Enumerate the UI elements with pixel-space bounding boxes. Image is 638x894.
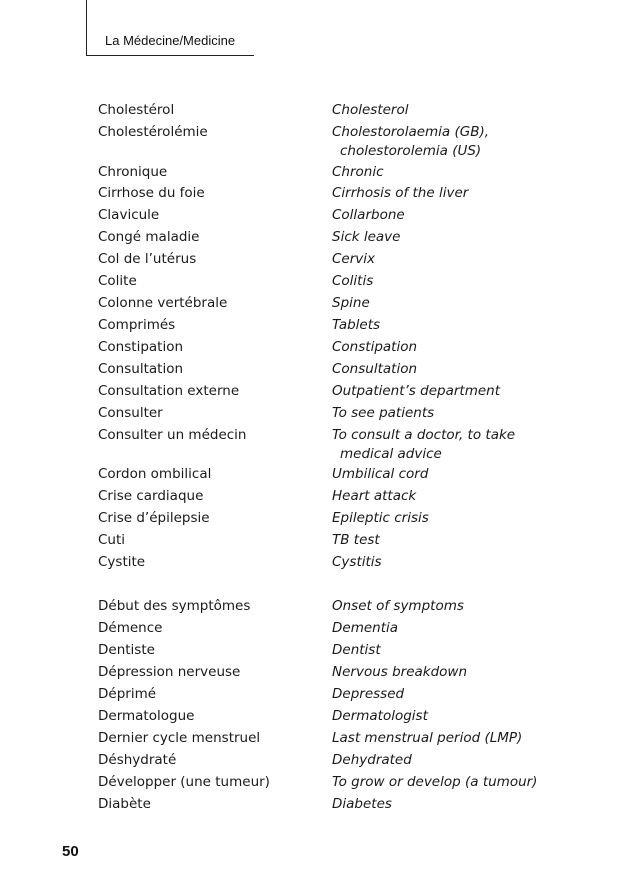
english-translation bbox=[332, 163, 384, 182]
french-term: Crise d’épilepsie bbox=[98, 510, 210, 526]
english-translation bbox=[332, 487, 416, 506]
english-translation-line: Cervix bbox=[332, 251, 376, 267]
english-translation-line: Outpatient’s department bbox=[332, 383, 500, 399]
english-translation-line: Onset of symptoms bbox=[332, 598, 464, 614]
english-translation-line: Dermatologist bbox=[332, 708, 428, 724]
french-term: Dentiste bbox=[98, 642, 155, 658]
header-vertical-rule bbox=[86, 0, 87, 56]
english-translation bbox=[332, 729, 522, 748]
english-translation-continuation: cholestorolemia (US) bbox=[340, 143, 482, 159]
french-term: Consulter un médecin bbox=[98, 427, 247, 443]
french-term: Début des symptômes bbox=[98, 598, 251, 614]
french-term: Consulter bbox=[98, 405, 163, 421]
english-translation-line: Cholestorolaemia (GB), bbox=[332, 124, 490, 140]
french-term: Développer (une tumeur) bbox=[98, 774, 270, 790]
english-translation bbox=[332, 531, 380, 550]
english-translation-line: To grow or develop (a tumour) bbox=[332, 774, 538, 790]
running-head: La Médecine/Medicine bbox=[105, 33, 236, 48]
french-term: Cystite bbox=[98, 554, 146, 570]
english-translation-line: Constipation bbox=[332, 339, 418, 355]
page-number: 50 bbox=[62, 843, 79, 860]
english-translation bbox=[332, 382, 500, 401]
english-translation bbox=[332, 426, 515, 464]
english-translation-line: Dehydrated bbox=[332, 752, 412, 768]
english-translation bbox=[332, 338, 417, 357]
english-translation bbox=[332, 509, 429, 528]
english-translation bbox=[332, 597, 464, 616]
english-translation-line: Depressed bbox=[332, 686, 405, 702]
french-term: Cholestérol bbox=[98, 102, 175, 118]
english-translation-line: Consultation bbox=[332, 361, 418, 377]
english-translation bbox=[332, 123, 489, 161]
english-translation-continuation: medical advice bbox=[340, 446, 442, 462]
english-translation-line: Collarbone bbox=[332, 207, 405, 223]
english-translation bbox=[332, 465, 428, 484]
english-translation-line: Last menstrual period (LMP) bbox=[332, 730, 523, 746]
header-horizontal-rule bbox=[86, 55, 254, 56]
french-term: Démence bbox=[98, 620, 163, 636]
english-translation bbox=[332, 294, 370, 313]
french-term: Diabète bbox=[98, 796, 151, 812]
english-translation-line: To consult a doctor, to take bbox=[332, 427, 516, 443]
french-term: Cirrhose du foie bbox=[98, 185, 205, 201]
english-translation-line: Cirrhosis of the liver bbox=[332, 185, 469, 201]
french-term: Dernier cycle menstruel bbox=[98, 730, 261, 746]
english-translation bbox=[332, 619, 398, 638]
english-translation bbox=[332, 206, 405, 225]
french-term: Col de l’utérus bbox=[98, 251, 197, 267]
french-term: Constipation bbox=[98, 339, 184, 355]
english-translation bbox=[332, 404, 434, 423]
english-translation bbox=[332, 553, 382, 572]
french-term: Déshydraté bbox=[98, 752, 177, 768]
english-translation bbox=[332, 316, 380, 335]
french-term: Cuti bbox=[98, 532, 126, 548]
english-translation-line: To see patients bbox=[332, 405, 435, 421]
english-translation bbox=[332, 751, 412, 770]
french-term: Comprimés bbox=[98, 317, 176, 333]
french-term: Colonne vertébrale bbox=[98, 295, 228, 311]
english-translation-line: Chronic bbox=[332, 164, 384, 180]
english-translation-line: Cystitis bbox=[332, 554, 382, 570]
french-term: Dermatologue bbox=[98, 708, 195, 724]
french-term: Congé maladie bbox=[98, 229, 200, 245]
english-translation bbox=[332, 228, 400, 247]
english-translation-line: Epileptic crisis bbox=[332, 510, 429, 526]
french-term: Clavicule bbox=[98, 207, 160, 223]
french-term: Déprimé bbox=[98, 686, 157, 702]
english-translation bbox=[332, 685, 404, 704]
english-translation-line: Umbilical cord bbox=[332, 466, 429, 482]
english-translation bbox=[332, 250, 375, 269]
english-translation-line: Colitis bbox=[332, 273, 374, 289]
french-term: Cordon ombilical bbox=[98, 466, 212, 482]
french-term: Chronique bbox=[98, 164, 168, 180]
english-translation bbox=[332, 641, 381, 660]
english-translation-line: Dementia bbox=[332, 620, 399, 636]
english-translation-line: Nervous breakdown bbox=[332, 664, 468, 680]
french-term: Consultation bbox=[98, 361, 184, 377]
english-translation-line: Heart attack bbox=[332, 488, 417, 504]
english-translation bbox=[332, 184, 468, 203]
english-translation bbox=[332, 773, 537, 792]
english-translation-line: Dentist bbox=[332, 642, 381, 658]
english-translation-line: Spine bbox=[332, 295, 370, 311]
english-translation bbox=[332, 101, 409, 120]
french-term: Consultation externe bbox=[98, 383, 240, 399]
french-term: Cholestérolémie bbox=[98, 124, 208, 140]
english-translation-line: TB test bbox=[332, 532, 380, 548]
english-translation-line: Cholesterol bbox=[332, 102, 409, 118]
english-translation-line: Tablets bbox=[332, 317, 381, 333]
english-translation bbox=[332, 272, 373, 291]
french-term: Dépression nerveuse bbox=[98, 664, 241, 680]
english-translation bbox=[332, 663, 467, 682]
english-translation bbox=[332, 707, 428, 726]
english-translation-line: Sick leave bbox=[332, 229, 401, 245]
french-term: Crise cardiaque bbox=[98, 488, 204, 504]
english-translation-line: Diabetes bbox=[332, 796, 392, 812]
english-translation bbox=[332, 795, 392, 814]
english-translation bbox=[332, 360, 417, 379]
french-term: Colite bbox=[98, 273, 137, 289]
